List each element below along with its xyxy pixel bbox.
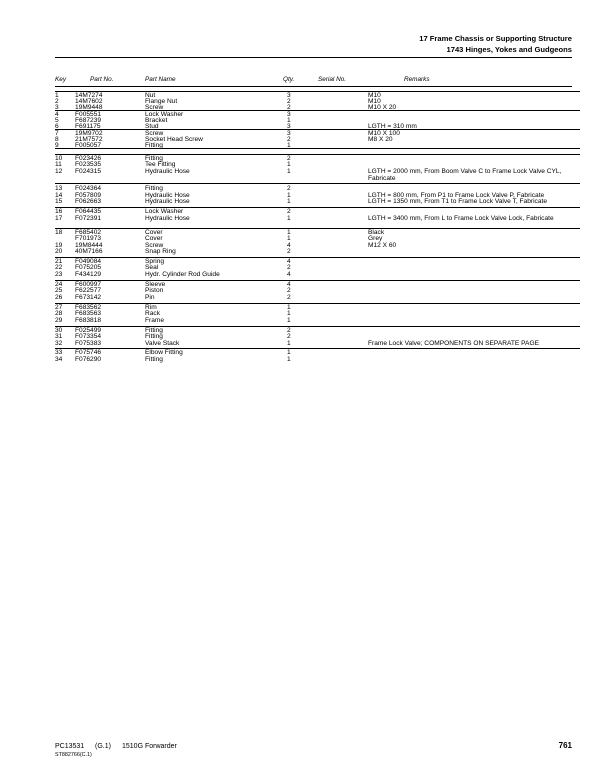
row-remarks: M10 X 100: [368, 130, 400, 137]
row-qty: 1: [287, 215, 291, 222]
row-qty: 2: [287, 264, 291, 271]
col-header-key: Key: [55, 76, 67, 83]
row-part-name: Cover: [145, 229, 163, 236]
row-key: 20: [55, 248, 63, 255]
row-part-name: Hydraulic Hose: [145, 192, 190, 199]
row-part-no: F691175: [75, 123, 101, 130]
row-qty: 2: [287, 248, 291, 255]
section-title: 17 Frame Chassis or Supporting Structure: [419, 34, 572, 43]
row-key: 11: [55, 161, 62, 168]
row-part-name: Frame: [145, 317, 165, 324]
row-remarks: Frame Lock Valve; COMPONENTS ON SEPARATE PAGE: [368, 340, 539, 347]
row-key: 2: [55, 98, 59, 105]
col-header-qty: Qty.: [283, 76, 295, 83]
col-header-part-name: Part Name: [145, 76, 176, 83]
row-part-name: Socket Head Screw: [145, 136, 203, 143]
row-part-no: F005551: [75, 111, 102, 118]
row-key: 32: [55, 340, 63, 347]
row-part-name: Snap Ring: [145, 248, 176, 255]
row-key: 10: [55, 155, 63, 162]
row-qty: 2: [287, 98, 291, 105]
row-part-no: F701973: [75, 235, 102, 242]
row-key: 31: [55, 333, 63, 340]
row-qty: 1: [287, 192, 291, 199]
row-key: 21: [55, 258, 63, 265]
row-part-no: 21M7572: [75, 136, 103, 143]
row-qty: 2: [287, 327, 291, 334]
footer-version: (G.1): [95, 743, 111, 750]
row-part-no: F062663: [75, 198, 102, 205]
row-key: 8: [55, 136, 59, 143]
row-remarks: LGTH = 800 mm, From P1 to Frame Lock Valve P, Fabricate: [368, 192, 545, 199]
row-qty: 3: [287, 111, 291, 118]
row-part-no: F683562: [75, 304, 102, 311]
row-part-name: Flange Nut: [145, 98, 178, 105]
row-part-no: F024315: [75, 168, 102, 175]
row-part-no: F622577: [75, 287, 102, 294]
row-qty: 2: [287, 333, 291, 340]
row-key: 23: [55, 271, 63, 278]
row-part-name: Stud: [145, 123, 159, 130]
row-qty: 4: [287, 271, 291, 278]
row-remarks: M10 X 20: [368, 104, 397, 111]
row-part-name: Piston: [145, 287, 164, 294]
row-part-name: Screw: [145, 130, 164, 137]
row-remarks: LGTH = 1350 mm, From T1 to Frame Lock Valve T, Fabricate: [368, 198, 548, 205]
row-part-no: F075383: [75, 340, 102, 347]
row-qty: 1: [287, 349, 291, 356]
row-part-no: F600997: [75, 281, 102, 288]
row-key: 4: [55, 111, 59, 118]
row-part-no: 19M9702: [75, 130, 103, 137]
row-key: 30: [55, 327, 63, 334]
row-part-name: Elbow Fitting: [145, 349, 183, 356]
col-header-serial-no: Serial No.: [318, 76, 347, 83]
col-header-remarks: Remarks: [404, 76, 430, 83]
footer-ref: ST882766(C.1): [55, 752, 92, 758]
row-part-no: 19M8444: [75, 242, 103, 249]
group-divider: [55, 154, 580, 155]
row-part-no: F076290: [75, 356, 102, 363]
row-qty: 4: [287, 281, 291, 288]
row-key: 29: [55, 317, 63, 324]
row-remarks: LGTH = 310 mm: [368, 123, 417, 130]
row-part-name: Nut: [145, 92, 156, 99]
row-part-name: Sleeve: [145, 281, 166, 288]
group-divider: [55, 148, 580, 149]
row-part-no: F023535: [75, 161, 102, 168]
row-part-name: Pin: [145, 294, 155, 301]
row-part-name: Rim: [145, 304, 157, 311]
row-part-name: Fitting: [145, 185, 163, 192]
footer-model: 1510G Forwarder: [122, 743, 177, 750]
row-part-name: Lock Washer: [145, 111, 184, 118]
row-qty: 1: [287, 310, 291, 317]
row-key: 22: [55, 264, 63, 271]
row-part-no: F685402: [75, 229, 102, 236]
row-part-name: Lock Washer: [145, 208, 184, 215]
row-part-name: Rack: [145, 310, 161, 317]
row-part-name: Hydraulic Hose: [145, 215, 190, 222]
row-key: 25: [55, 287, 63, 294]
group-divider: [55, 326, 580, 327]
row-part-name: Hydraulic Hose: [145, 198, 190, 205]
row-key: 5: [55, 117, 59, 124]
group-divider: [55, 207, 580, 208]
row-key: 1: [55, 92, 59, 99]
row-remarks: LGTH = 3400 mm, From L to Frame Lock Valve Lock, Fabricate: [368, 215, 554, 222]
row-key: 33: [55, 349, 63, 356]
group-divider: [55, 280, 580, 281]
row-part-no: F024364: [75, 185, 102, 192]
row-part-no: F005057: [75, 142, 102, 149]
row-part-no: 19M9448: [75, 104, 103, 111]
row-qty: 1: [287, 168, 291, 175]
row-part-no: F687239: [75, 117, 102, 124]
row-part-no: F023426: [75, 155, 102, 162]
row-qty: 1: [287, 235, 291, 242]
row-key: 7: [55, 130, 59, 137]
row-key: 34: [55, 356, 63, 363]
group-divider: [55, 303, 580, 304]
row-part-no: F049084: [75, 258, 102, 265]
row-part-no: F072391: [75, 215, 102, 222]
row-part-name: Fitting: [145, 333, 163, 340]
row-qty: 1: [287, 317, 291, 324]
subsection-title: 1743 Hinges, Yokes and Gudgeons: [446, 45, 572, 54]
row-part-no: F434129: [75, 271, 102, 278]
row-part-name: Bracket: [145, 117, 168, 124]
row-remarks: Black: [368, 229, 385, 236]
row-part-name: Fitting: [145, 327, 163, 334]
row-key: 26: [55, 294, 63, 301]
row-key: 17: [55, 215, 63, 222]
row-qty: 4: [287, 258, 291, 265]
row-qty: 4: [287, 242, 291, 249]
row-key: 14: [55, 192, 63, 199]
row-part-name: Screw: [145, 242, 164, 249]
row-qty: 1: [287, 117, 291, 124]
row-qty: 2: [287, 208, 291, 215]
row-qty: 3: [287, 123, 291, 130]
row-key: 13: [55, 185, 63, 192]
row-qty: 3: [287, 130, 291, 137]
row-part-name: Hydraulic Hose: [145, 168, 190, 175]
row-qty: 1: [287, 161, 291, 168]
row-qty: 1: [287, 229, 291, 236]
row-part-no: F673142: [75, 294, 102, 301]
row-key: 27: [55, 304, 63, 311]
row-qty: 2: [287, 155, 291, 162]
row-key: 28: [55, 310, 63, 317]
row-remarks: M12 X 60: [368, 242, 397, 249]
footer-doc-id: PC13531: [55, 743, 85, 750]
row-qty: 2: [287, 136, 291, 143]
row-qty: 2: [287, 104, 291, 111]
group-divider: [55, 183, 580, 184]
row-part-no: 40M7166: [75, 248, 103, 255]
row-qty: 3: [287, 92, 291, 99]
row-part-no: F057809: [75, 192, 102, 199]
row-part-no: F683818: [75, 317, 102, 324]
group-divider: [55, 348, 580, 349]
row-part-no: F025499: [75, 327, 102, 334]
row-part-name: Spring: [145, 258, 165, 265]
row-part-no: F064435: [75, 208, 102, 215]
row-key: 3: [55, 104, 59, 111]
row-qty: 1: [287, 340, 291, 347]
row-part-no: F075205: [75, 264, 102, 271]
row-qty: 1: [287, 198, 291, 205]
row-part-no: 14M7602: [75, 98, 103, 105]
row-part-name: Screw: [145, 104, 164, 111]
page-number: 761: [558, 741, 572, 750]
col-header-part-no: Part No.: [90, 76, 114, 83]
row-key: 6: [55, 123, 59, 130]
row-remarks: LGTH = 2000 mm, From Boom Valve C to Frame Lock Valve CYL, Fabricate: [368, 168, 562, 183]
row-part-no: F075746: [75, 349, 102, 356]
row-remarks: Grey: [368, 235, 383, 242]
row-part-name: Hydr. Cylinder Rod Guide: [145, 271, 220, 278]
row-qty: 2: [287, 294, 291, 301]
row-part-no: F073354: [75, 333, 102, 340]
row-qty: 2: [287, 287, 291, 294]
row-key: 19: [55, 242, 63, 249]
row-part-name: Cover: [145, 235, 163, 242]
row-key: 15: [55, 198, 63, 205]
row-key: 12: [55, 168, 63, 175]
row-key: 24: [55, 281, 63, 288]
row-remarks: M10: [368, 98, 381, 105]
row-key: 18: [55, 229, 63, 236]
row-part-no: 14M7274: [75, 92, 103, 99]
row-part-name: Valve Stack: [145, 340, 180, 347]
row-qty: 2: [287, 185, 291, 192]
row-part-no: F683563: [75, 310, 102, 317]
row-key: 16: [55, 208, 63, 215]
row-part-name: Fitting: [145, 356, 163, 363]
group-divider: [55, 257, 580, 258]
row-qty: 1: [287, 356, 291, 363]
row-part-name: Tee Fitting: [145, 161, 176, 168]
row-remarks: M8 X 20: [368, 136, 393, 143]
row-remarks: M10: [368, 92, 381, 99]
row-qty: 1: [287, 142, 291, 149]
row-part-name: Fitting: [145, 155, 163, 162]
row-part-name: Seal: [145, 264, 159, 271]
row-key: 9: [55, 142, 59, 149]
row-qty: 1: [287, 304, 291, 311]
row-part-name: Fitting: [145, 142, 163, 149]
